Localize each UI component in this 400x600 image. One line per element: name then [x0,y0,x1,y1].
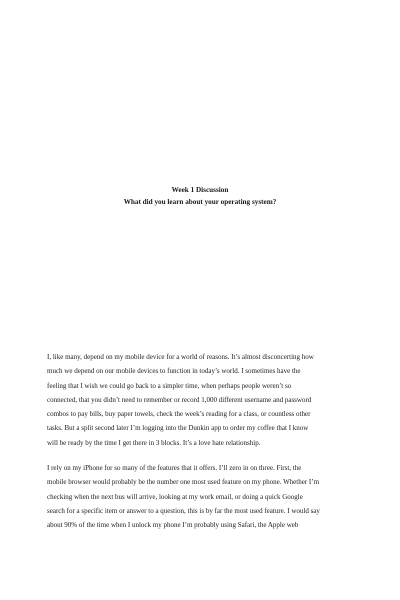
paragraph-line: search for a specific item or answer to a question, this is by far the most used feature. I would say [47,506,320,515]
paragraph-line: much we depend on our mobile devices to function in today’s world. I sometimes have the [47,367,301,376]
paragraph-line: mobile browser would probably be the number one most used feature on my phone. Whether I’m [47,478,320,487]
body-text [47,350,365,533]
paragraph-line: I, like many, depend on my mobile device for a world of reasons. It’s almost disconcerting how [47,353,314,361]
paragraph-line: about 90% of the time when I unlock my phone I’m probably using Safari, the Apple web [47,521,299,530]
title-block [0,184,400,208]
paragraph-line: feeling that I wish we could go back to a simpler time, when perhaps people weren’t so [47,381,292,390]
document-subtitle: What did you learn about your operating system? [123,198,277,206]
paragraph-line: combos to pay bills, buy paper towels, check the week’s reading for a class, or countless other [47,410,311,419]
paragraph-2 [47,461,365,532]
paragraph-line: I rely on my iPhone for so many of the features that it offers. I’ll zero in on three. First, the [47,464,302,473]
paragraph-line: checking when the next bus will arrive, looking at my work email, or doing a quick Google [47,492,303,501]
paragraph-line: connected, that you didn’t need to remember or record 1,000 different username and password [47,395,312,404]
paragraph-1 [47,350,365,450]
paragraph-spacer [47,450,365,461]
paragraph-line: will be ready by the time I get there in 3 blocks. It’s a love hate relationship. [47,438,261,447]
document-title: Week 1 Discussion [171,186,229,194]
paragraph-line: tasks. But a split second later I’m logging into the Dunkin app to order my coffee that I know [47,424,309,433]
